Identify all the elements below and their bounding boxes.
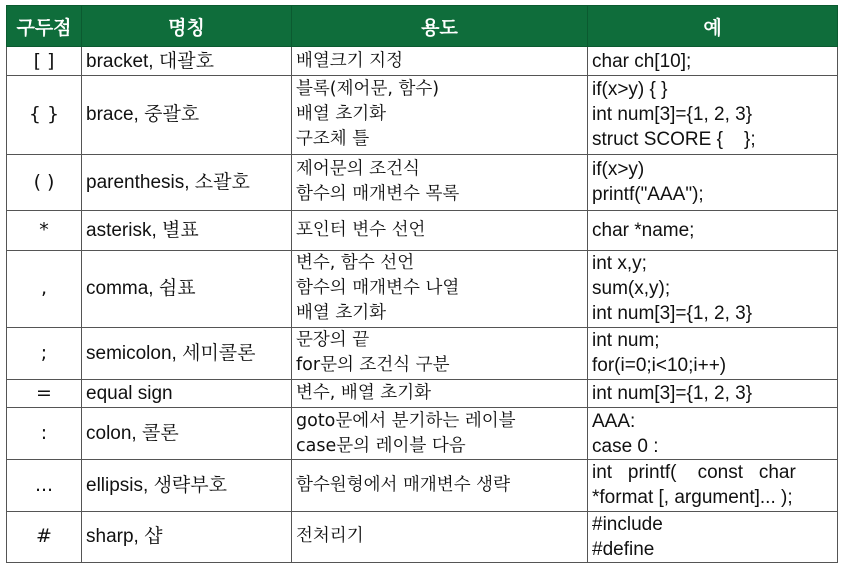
table-row	[7, 251, 838, 327]
symbol-cell: { }	[7, 76, 82, 154]
table-row	[7, 154, 838, 210]
symbol-cell: [ ]	[7, 47, 82, 76]
symbol-cell: #	[7, 511, 82, 562]
example-line: char ch[10];	[592, 50, 692, 72]
symbol-cell: ;	[7, 327, 82, 379]
header-name: 명칭	[82, 6, 292, 47]
example-cell	[588, 327, 838, 379]
table-row	[7, 327, 838, 379]
usage-line: 함수의 매개변수 나열	[296, 278, 460, 299]
name-cell: equal sign	[82, 379, 292, 407]
example-line: char *name;	[592, 220, 695, 242]
name-cell: parenthesis, 소괄호	[82, 154, 292, 210]
example-line: int num[3]={1, 2, 3}	[592, 382, 753, 404]
example-cell	[588, 210, 838, 250]
name-cell: comma, 쉼표	[82, 251, 292, 327]
usage-line: 포인터 변수 선언	[296, 220, 426, 241]
example-cell	[588, 379, 838, 407]
example-line: int num[3]={1, 2, 3}	[592, 104, 753, 126]
table-row	[7, 408, 838, 460]
usage-cell	[292, 408, 588, 460]
name-cell: bracket, 대괄호	[82, 47, 292, 76]
symbol-cell: :	[7, 408, 82, 460]
example-cell	[588, 47, 838, 76]
example-cell	[588, 408, 838, 460]
example-line: if(x>y) { }	[592, 79, 668, 101]
usage-line: 문장의 끝	[296, 330, 370, 351]
usage-cell	[292, 47, 588, 76]
name-cell: asterisk, 별표	[82, 210, 292, 250]
usage-line: goto문에서 분기하는 레이블	[296, 410, 516, 431]
usage-cell	[292, 379, 588, 407]
header-symbol: 구두점	[7, 6, 82, 47]
example-line: printf("AAA");	[592, 184, 704, 206]
name-cell: brace, 중괄호	[82, 76, 292, 154]
symbol-cell: ,	[7, 251, 82, 327]
example-cell	[588, 154, 838, 210]
example-line: #define	[592, 538, 655, 560]
symbol-cell: *	[7, 210, 82, 250]
usage-line: 배열크기 지정	[296, 50, 403, 71]
usage-line: 변수, 배열 초기화	[296, 382, 432, 403]
usage-cell	[292, 210, 588, 250]
usage-cell	[292, 76, 588, 154]
example-line: if(x>y)	[592, 159, 645, 181]
table-row	[7, 47, 838, 76]
name-cell: colon, 콜론	[82, 408, 292, 460]
header-usage: 용도	[292, 6, 588, 47]
usage-cell	[292, 511, 588, 562]
symbol-cell: =	[7, 379, 82, 407]
example-line: int num;	[592, 330, 660, 352]
example-line: for(i=0;i<10;i++)	[592, 355, 727, 377]
usage-line: 배열 초기화	[296, 303, 387, 324]
table-row	[7, 379, 838, 407]
usage-cell	[292, 460, 588, 511]
table-row	[7, 511, 838, 562]
usage-line: 블록(제어문, 함수)	[296, 79, 440, 100]
usage-line: 함수의 매개변수 목록	[296, 184, 460, 205]
example-line: case 0 :	[592, 435, 659, 457]
name-cell: semicolon, 세미콜론	[82, 327, 292, 379]
example-line: #include	[592, 513, 663, 535]
example-line: int printf( const char	[592, 462, 796, 484]
usage-line: case문의 레이블 다음	[296, 435, 466, 456]
example-line: AAA:	[592, 410, 636, 432]
example-cell	[588, 76, 838, 154]
example-line: struct SCORE { };	[592, 129, 756, 151]
example-line: int num[3]={1, 2, 3}	[592, 303, 753, 325]
usage-line: 구조체 틀	[296, 129, 370, 150]
symbol-cell: ...	[7, 460, 82, 511]
usage-line: 함수원형에서 매개변수 생략	[296, 474, 510, 495]
usage-line: 배열 초기화	[296, 104, 387, 125]
usage-cell	[292, 327, 588, 379]
name-cell: ellipsis, 생략부호	[82, 460, 292, 511]
usage-line: 제어문의 조건식	[296, 159, 420, 180]
example-line: *format [, argument]... );	[592, 487, 793, 509]
example-line: int x,y;	[592, 253, 647, 275]
punctuation-table	[6, 5, 838, 563]
symbol-cell: ( )	[7, 154, 82, 210]
example-cell	[588, 460, 838, 511]
table-body	[7, 47, 838, 563]
example-line: sum(x,y);	[592, 278, 671, 300]
name-cell: sharp, 샵	[82, 511, 292, 562]
header-example: 예	[588, 6, 838, 47]
example-cell	[588, 511, 838, 562]
usage-line: 전처리기	[296, 526, 364, 547]
table-row	[7, 76, 838, 154]
usage-cell	[292, 251, 588, 327]
table-row	[7, 460, 838, 511]
usage-line: 변수, 함수 선언	[296, 253, 415, 274]
example-cell	[588, 251, 838, 327]
usage-cell	[292, 154, 588, 210]
table-row	[7, 210, 838, 250]
usage-line: for문의 조건식 구분	[296, 355, 450, 376]
header-row	[7, 6, 838, 47]
